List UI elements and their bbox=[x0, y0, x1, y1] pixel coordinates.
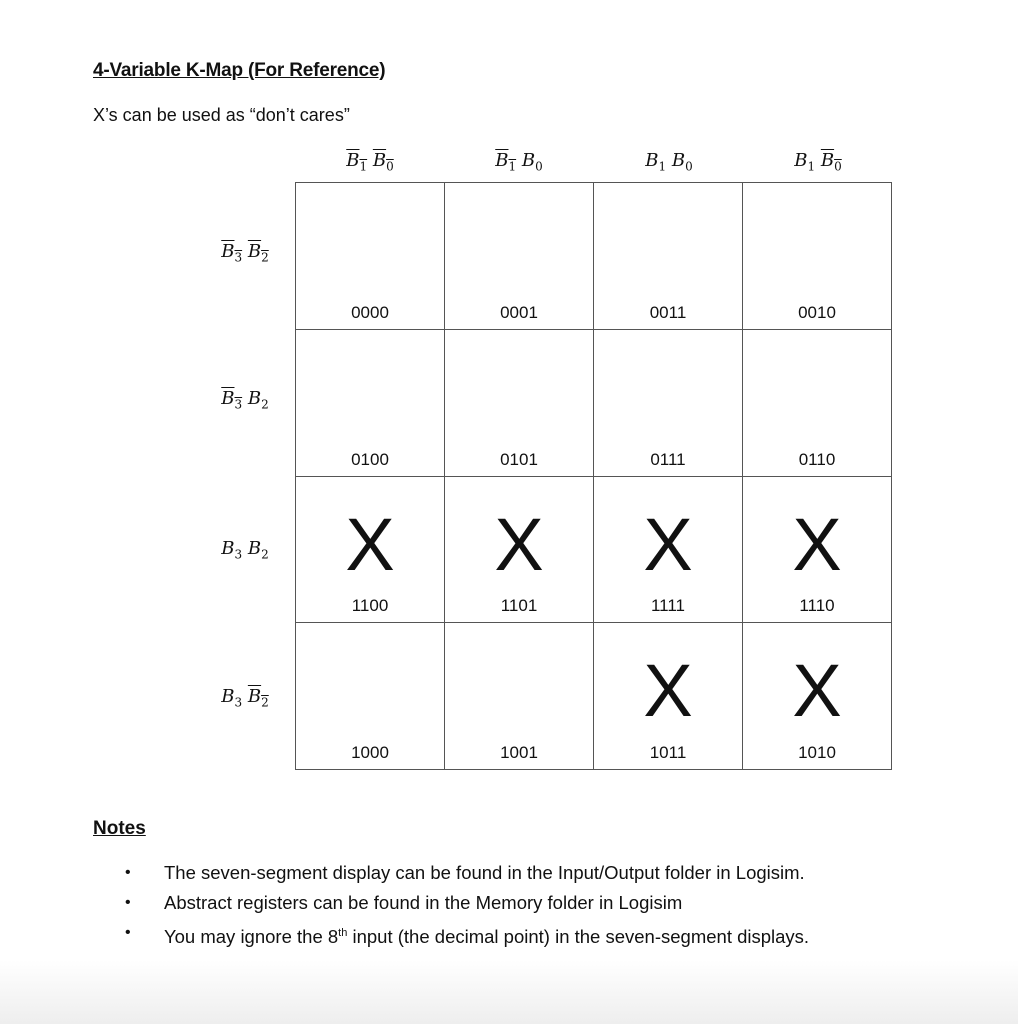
dont-care-mark: X bbox=[643, 649, 693, 733]
column-var-1: $B_1$ bbox=[645, 150, 667, 174]
row-header-0 bbox=[200, 241, 290, 265]
cell-code: 0000 bbox=[351, 302, 389, 322]
cell-code: 1111 bbox=[650, 596, 686, 616]
note-text: The seven-segment display can be found in the Input/Output folder in Logisim. bbox=[164, 862, 805, 883]
kmap-cell bbox=[445, 623, 594, 770]
column-var-2: $B_0$ bbox=[372, 150, 394, 174]
row-var-1: $B_3$ bbox=[221, 538, 243, 562]
dont-care-mark: X bbox=[494, 502, 544, 586]
note-text-start: You may ignore the 8 bbox=[164, 926, 339, 948]
cell-code: 0100 bbox=[351, 449, 389, 469]
cell-code: 1001 bbox=[500, 743, 538, 762]
row-header-2 bbox=[200, 538, 290, 562]
kmap-cell bbox=[445, 183, 594, 330]
list-item bbox=[125, 860, 809, 890]
cell-code: 0110 bbox=[798, 449, 836, 469]
kmap-cell bbox=[743, 477, 892, 624]
row-var-1: $B_3$ bbox=[221, 241, 243, 265]
kmap-grid bbox=[295, 182, 892, 770]
kmap-cell bbox=[445, 330, 594, 477]
column-var-1: $B_1$ bbox=[495, 150, 517, 174]
dont-care-mark: X bbox=[792, 502, 842, 586]
cell-code: 1010 bbox=[798, 743, 836, 762]
kmap-cell bbox=[743, 330, 892, 477]
note-text: Abstract registers can be found in the Memory folder in Logisim bbox=[164, 892, 683, 913]
dont-care-mark: X bbox=[643, 502, 693, 586]
column-header-2 bbox=[594, 150, 744, 174]
cell-code: 1011 bbox=[649, 743, 687, 762]
bullet-icon: • bbox=[125, 894, 131, 911]
column-var-2: $B_0$ bbox=[820, 150, 842, 174]
page-bottom-shadow bbox=[0, 960, 1018, 1024]
cell-code: 0010 bbox=[798, 302, 836, 322]
row-var-2: $B_2$ bbox=[247, 241, 269, 265]
kmap-cell bbox=[594, 183, 743, 330]
kmap-cell bbox=[296, 477, 445, 624]
kmap-cell bbox=[296, 330, 445, 477]
bullet-icon: • bbox=[125, 924, 131, 941]
bullet-icon: • bbox=[125, 864, 131, 881]
cell-code: 0011 bbox=[649, 302, 687, 322]
notes-list bbox=[125, 860, 809, 950]
page-subtitle: X’s can be used as “don’t cares” bbox=[93, 105, 350, 125]
column-var-1: $B_1$ bbox=[346, 150, 368, 174]
kmap-cell bbox=[594, 477, 743, 624]
cell-code: 1110 bbox=[799, 596, 835, 616]
kmap-cell bbox=[743, 623, 892, 770]
kmap-cell bbox=[296, 623, 445, 770]
row-var-1: $B_3$ bbox=[221, 388, 243, 412]
cell-code: 1101 bbox=[500, 596, 538, 616]
notes-heading: Notes bbox=[93, 818, 146, 839]
row-header-1 bbox=[200, 388, 290, 412]
note-superscript: th bbox=[338, 927, 348, 939]
dont-care-mark: X bbox=[792, 649, 842, 733]
column-var-1: $B_1$ bbox=[794, 150, 816, 174]
kmap-cell bbox=[594, 330, 743, 477]
row-var-2: $B_2$ bbox=[247, 388, 269, 412]
cell-code: 0111 bbox=[650, 449, 686, 469]
cell-code: 1100 bbox=[351, 596, 389, 616]
cell-code: 0101 bbox=[500, 449, 538, 469]
kmap-cell bbox=[296, 183, 445, 330]
row-header-3 bbox=[200, 686, 290, 710]
note-text-end: input (the decimal point) in the seven-segment displays. bbox=[347, 926, 810, 948]
column-var-2: $B_0$ bbox=[671, 150, 693, 174]
cell-code: 0001 bbox=[500, 302, 538, 322]
list-item bbox=[125, 890, 809, 920]
kmap-cell bbox=[594, 623, 743, 770]
row-var-2: $B_2$ bbox=[247, 538, 269, 562]
kmap-cell bbox=[743, 183, 892, 330]
row-var-2: $B_2$ bbox=[247, 686, 269, 710]
page-title: 4-Variable K-Map (For Reference) bbox=[93, 60, 386, 81]
kmap-cell bbox=[445, 477, 594, 624]
dont-care-mark: X bbox=[345, 502, 395, 586]
column-header-0 bbox=[295, 150, 445, 174]
column-header-1 bbox=[444, 150, 594, 174]
row-var-1: $B_3$ bbox=[221, 686, 243, 710]
list-item bbox=[125, 920, 809, 950]
column-var-2: $B_0$ bbox=[521, 150, 543, 174]
cell-code: 1000 bbox=[351, 743, 389, 762]
column-header-3 bbox=[743, 150, 893, 174]
